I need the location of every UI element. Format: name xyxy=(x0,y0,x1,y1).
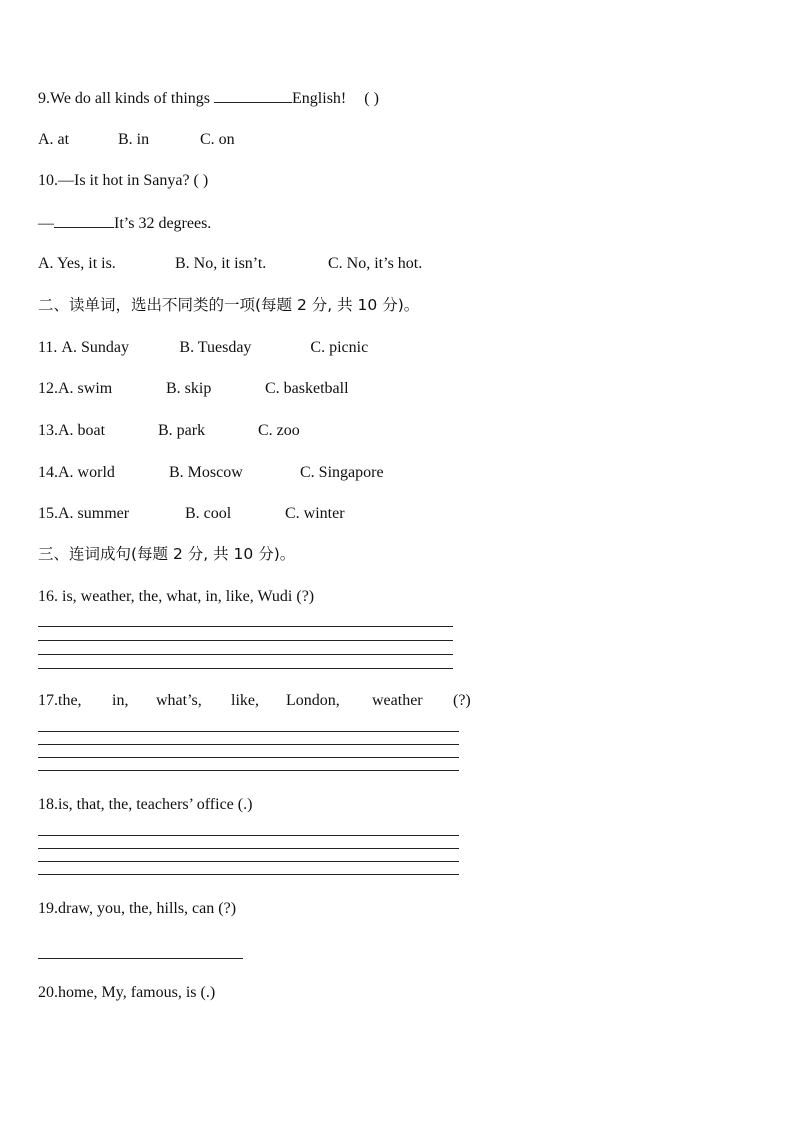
word-token: like, xyxy=(231,692,259,709)
question-14 xyxy=(38,463,384,483)
question-15 xyxy=(38,504,345,524)
question-text: We do all kinds of things xyxy=(50,90,215,107)
question-number: 13. xyxy=(38,422,58,439)
answer-line[interactable] xyxy=(38,668,453,669)
section-2-heading: 二、读单词，选出不同类的一项(每题 2 分, 共 10 分)。 xyxy=(38,296,420,314)
option-c: C. picnic xyxy=(310,339,369,356)
option-a: A. Sunday xyxy=(61,339,129,356)
question-text-end: English! xyxy=(292,90,347,107)
option-c: C. zoo xyxy=(258,422,300,439)
option-b: B. cool xyxy=(185,505,232,522)
word-token: weather xyxy=(372,692,423,709)
option-a: A. boat xyxy=(58,422,106,439)
question-20: 20.home, My, famous, is (.) xyxy=(38,984,216,1001)
option-c: C. on xyxy=(200,131,235,148)
question-9-options xyxy=(38,130,235,150)
question-number: 12. xyxy=(38,380,58,397)
option-c: C. No, it’s hot. xyxy=(328,255,423,272)
answer-blank[interactable] xyxy=(214,88,292,103)
answer-line[interactable] xyxy=(38,835,459,836)
answer-blank[interactable] xyxy=(54,213,114,228)
word-token: what’s, xyxy=(156,692,202,709)
reply-text: It’s 32 degrees. xyxy=(114,215,212,232)
word-token: (?) xyxy=(453,692,471,709)
question-10: 10.—Is it hot in Sanya? ( ) xyxy=(38,172,209,189)
question-16: 16. is, weather, the, what, in, like, Wudi (?) xyxy=(38,588,315,605)
question-number: 15. xyxy=(38,505,58,522)
question-19: 19.draw, you, the, hills, can (?) xyxy=(38,900,237,917)
option-a: A. summer xyxy=(58,505,130,522)
answer-line[interactable] xyxy=(38,626,453,627)
answer-line[interactable] xyxy=(38,744,459,745)
option-b: B. park xyxy=(158,422,206,439)
option-c: C. winter xyxy=(285,505,345,522)
answer-line[interactable] xyxy=(38,654,453,655)
question-11 xyxy=(38,338,368,358)
option-a: A. world xyxy=(58,464,115,481)
answer-line[interactable] xyxy=(38,958,243,959)
option-b: B. in xyxy=(118,131,150,148)
dash: — xyxy=(38,215,54,232)
question-10-options xyxy=(38,254,422,274)
option-c: C. Singapore xyxy=(300,464,384,481)
question-number: 9. xyxy=(38,90,50,107)
question-17 xyxy=(38,691,471,711)
section-3-heading: 三、连词成句(每题 2 分, 共 10 分)。 xyxy=(38,545,296,563)
question-10-reply xyxy=(38,213,211,234)
word-token: London, xyxy=(286,692,340,709)
word-token: in, xyxy=(112,692,129,709)
question-number: 17. xyxy=(38,692,58,709)
option-c: C. basketball xyxy=(265,380,349,397)
option-b: B. skip xyxy=(166,380,212,397)
answer-line[interactable] xyxy=(38,757,459,758)
option-b: B. Tuesday xyxy=(179,339,252,356)
question-number: 14. xyxy=(38,464,58,481)
question-9 xyxy=(38,88,379,109)
question-13 xyxy=(38,421,300,441)
option-a: A. Yes, it is. xyxy=(38,255,116,272)
question-number: 11. xyxy=(38,339,58,356)
option-b: B. No, it isn’t. xyxy=(175,255,267,272)
answer-line[interactable] xyxy=(38,874,459,875)
answer-line[interactable] xyxy=(38,770,459,771)
question-12 xyxy=(38,379,349,399)
answer-line[interactable] xyxy=(38,731,459,732)
question-18: 18.is, that, the, teachers’ office (.) xyxy=(38,796,253,813)
option-a: A. at xyxy=(38,131,70,148)
option-a: A. swim xyxy=(58,380,113,397)
word-token: the, xyxy=(58,692,82,709)
answer-line[interactable] xyxy=(38,861,459,862)
answer-line[interactable] xyxy=(38,640,453,641)
option-b: B. Moscow xyxy=(169,464,243,481)
answer-parenthesis[interactable]: ( ) xyxy=(364,90,379,107)
answer-line[interactable] xyxy=(38,848,459,849)
